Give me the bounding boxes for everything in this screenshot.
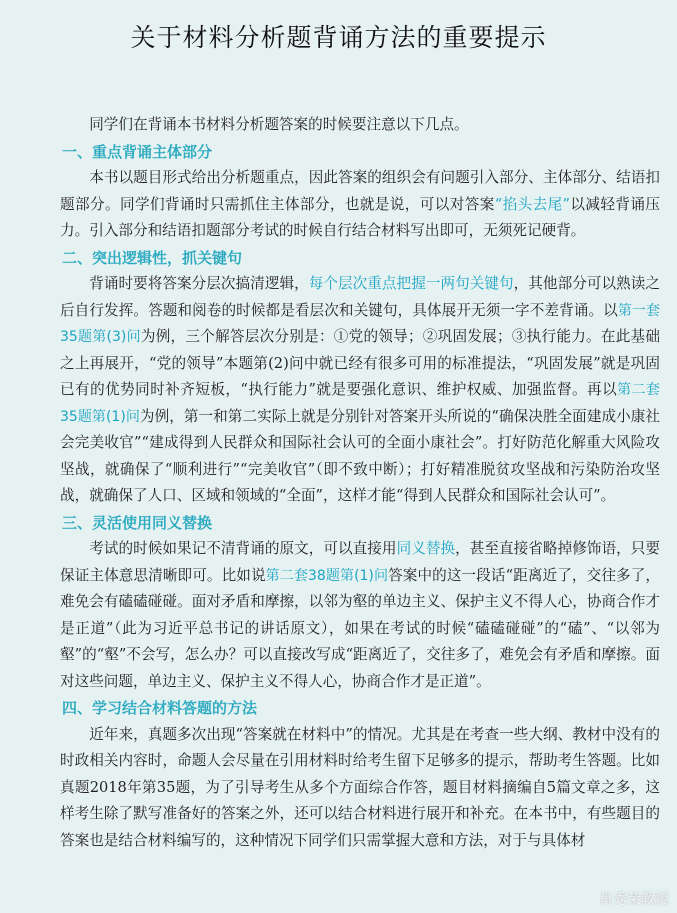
question-reference: 第二套38题第(1)问 [265, 567, 389, 584]
question-reference: 第二套35题第(1)问 [60, 382, 660, 425]
section-4-paragraph: 近年来，真题多次出现“答案就在材料中”的情况。尤其是在考查一些大纲、教材中没有的时政相关内容时，命题人会尽量在引用材料时给考生留下足够多的提示，帮助考生答题。比如真题2018年第35题，为了引导考生从多个方面综合作答，题目材料摘编自5篇文章之多，这样考生除了默写准备好的答案之外，还可以结合材料进行展开和补充。在本书中，有些题目的答案也是结合材料编写的，这种情况下同学们只需掌握大意和方法，对于与具体材 [60, 725, 660, 849]
highlight-phrase: “掐头去尾” [494, 195, 571, 213]
highlight-phrase: 同义替换 [396, 540, 456, 557]
page-title: 关于材料分析题背诵方法的重要提示 [130, 23, 547, 52]
intro-paragraph: 同学们在背诵本书材料分析题答案的时候要注意以下几点。 [89, 116, 469, 133]
watermark: 肖秀荣教授 [599, 892, 669, 908]
document-body [60, 112, 660, 854]
section-2-heading: 二、突出逻辑性，抓关键句 [62, 248, 243, 267]
section-1-paragraph: 本书以题目形式给出分析题重点，因此答案的组织会有问题引入部分、主体部分、结语扣题部分。同学们背诵时只需抓住主体部分，也就是说，可以对答案“掐头去尾”以减轻背诵压力。引入部分和结语扣题部分考试的时候自行结合材料写出即可，无须死记硬背。 [60, 169, 660, 239]
section-1-heading: 一、重点背诵主体部分 [62, 142, 213, 161]
section-3-paragraph: 考试的时候如果记不清背诵的原文，可以直接用同义替换，甚至直接省略掉修饰语，只要保证主体意思清晰即可。比如说第二套38题第(1)问答案中的这一段话“距离近了，交往多了，难免会有磕磕碰碰。面对矛盾和摩擦，以邻为壑的单边主义、保护主义不得人心，协商合作才是正道”（此为习近平总书记的讲话原文），如果在考试的时候“磕磕碰碰”的“磕”、“以邻为壑”的“壑”不会写，怎么办？可以直接改写成“距离近了，交往多了，难免会有矛盾和摩擦。面对这些问题，单边主义、保护主义不得人心，协商合作才是正道”。 [60, 540, 660, 690]
question-reference: 第一套35题第(3)问 [60, 302, 660, 345]
section-2-paragraph: 背诵时要将答案分层次搞清逻辑，每个层次重点把握一两句关键句，其他部分可以熟读之后自行发挥。答题和阅卷的时候都是看层次和关键句，具体展开无须一字不差背诵。以第一套35题第(3)问为例，三个解答层次分别是：①党的领导；②巩固发展；③执行能力。在此基础之上再展开，“党的领导”本题第(2)问中就已经有很多可用的标准提法，“巩固发展”就是巩固已有的优势同时补齐短板，“执行能力”就是要强化意识、维护权威、加强监督。再以第二套35题第(1)问为例，第一和第二实际上就是分别针对答案开头所说的“确保决胜全面建成小康社会完美收官”“建成得到人民群众和国际社会认可的全面小康社会”。打好防范化解重大风险攻坚战，就确保了“顺利进行”“完美收官”（即不致中断）；打好精准脱贫攻坚战和污染防治攻坚战，就确保了人口、区域和领域的“全面”，这样才能“得到人民群众和国际社会认可”。 [60, 275, 660, 504]
highlight-phrase: 每个层次重点把握一两句关键句 [308, 275, 514, 292]
section-4-heading: 四、学习结合材料答题的方法 [62, 699, 258, 717]
section-3-heading: 三、灵活使用同义替换 [62, 513, 213, 532]
